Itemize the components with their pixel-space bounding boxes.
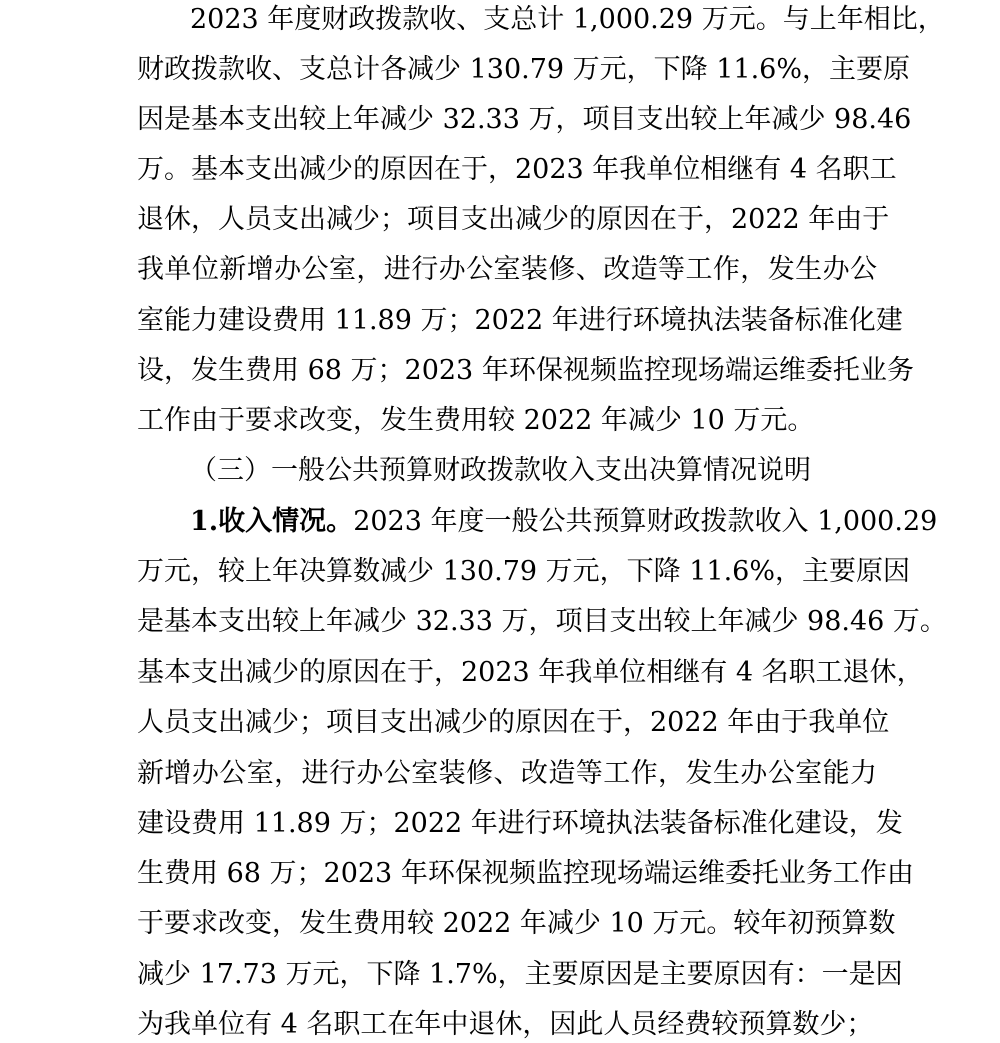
paragraph-2-line-9: 于要求改变，发生费用较 2022 年减少 10 万元。较年初预算数 [137,908,896,939]
paragraph-1-line-9: 工作由于要求改变，发生费用较 2022 年减少 10 万元。 [137,405,815,436]
paragraph-1-line-8: 设，发生费用 68 万；2023 年环保视频监控现场端运维委托业务 [137,355,914,386]
paragraph-2-line-2: 万元，较上年决算数减少 130.79 万元，下降 11.6%，主要原因 [137,556,910,587]
paragraph-1-line-6: 我单位新增办公室，进行办公室装修、改造等工作，发生办公 [137,254,877,285]
paragraph-2-line-10: 减少 17.73 万元，下降 1.7%，主要原因是主要原因有：一是因 [137,959,903,990]
paragraph-2-lead: 1.收入情况。 [190,506,354,537]
paragraph-2-line-3: 是基本支出较上年减少 32.33 万，项目支出较上年减少 98.46 万。 [137,606,947,637]
paragraph-2-line-1-rest: 2023 年度一般公共预算财政拨款收入 1,000.29 [353,506,938,537]
paragraph-2-line-1 [190,505,938,539]
paragraph-2-line-5: 人员支出减少；项目支出减少的原因在于，2022 年由于我单位 [137,707,890,738]
paragraph-2-line-8: 生费用 68 万；2023 年环保视频监控现场端运维委托业务工作由 [137,858,914,889]
paragraph-2-line-6: 新增办公室，进行办公室装修、改造等工作，发生办公室能力 [137,758,877,789]
section-heading: （三）一般公共预算财政拨款收入支出决算情况说明 [190,455,811,486]
paragraph-1-line-1: 2023 年度财政拨款收、支总计 1,000.29 万元。与上年相比， [190,4,945,35]
paragraph-1-line-2: 财政拨款收、支总计各减少 130.79 万元，下降 11.6%，主要原 [137,54,910,85]
paragraph-1-line-4: 万。基本支出减少的原因在于，2023 年我单位相继有 4 名职工 [137,154,897,185]
paragraph-1-line-5: 退休，人员支出减少；项目支出减少的原因在于，2022 年由于 [137,204,890,235]
paragraph-1-line-3: 因是基本支出较上年减少 32.33 万，项目支出较上年减少 98.46 [137,104,912,135]
paragraph-2-line-4: 基本支出减少的原因在于，2023 年我单位相继有 4 名职工退休， [137,657,924,688]
paragraph-1-line-7: 室能力建设费用 11.89 万；2022 年进行环境执法装备标准化建 [137,305,903,336]
paragraph-2-line-11: 为我单位有 4 名职工在年中退休，因此人员经费较预算数少； [137,1009,874,1040]
paragraph-2-line-7: 建设费用 11.89 万；2022 年进行环境执法装备标准化建设，发 [137,808,903,839]
